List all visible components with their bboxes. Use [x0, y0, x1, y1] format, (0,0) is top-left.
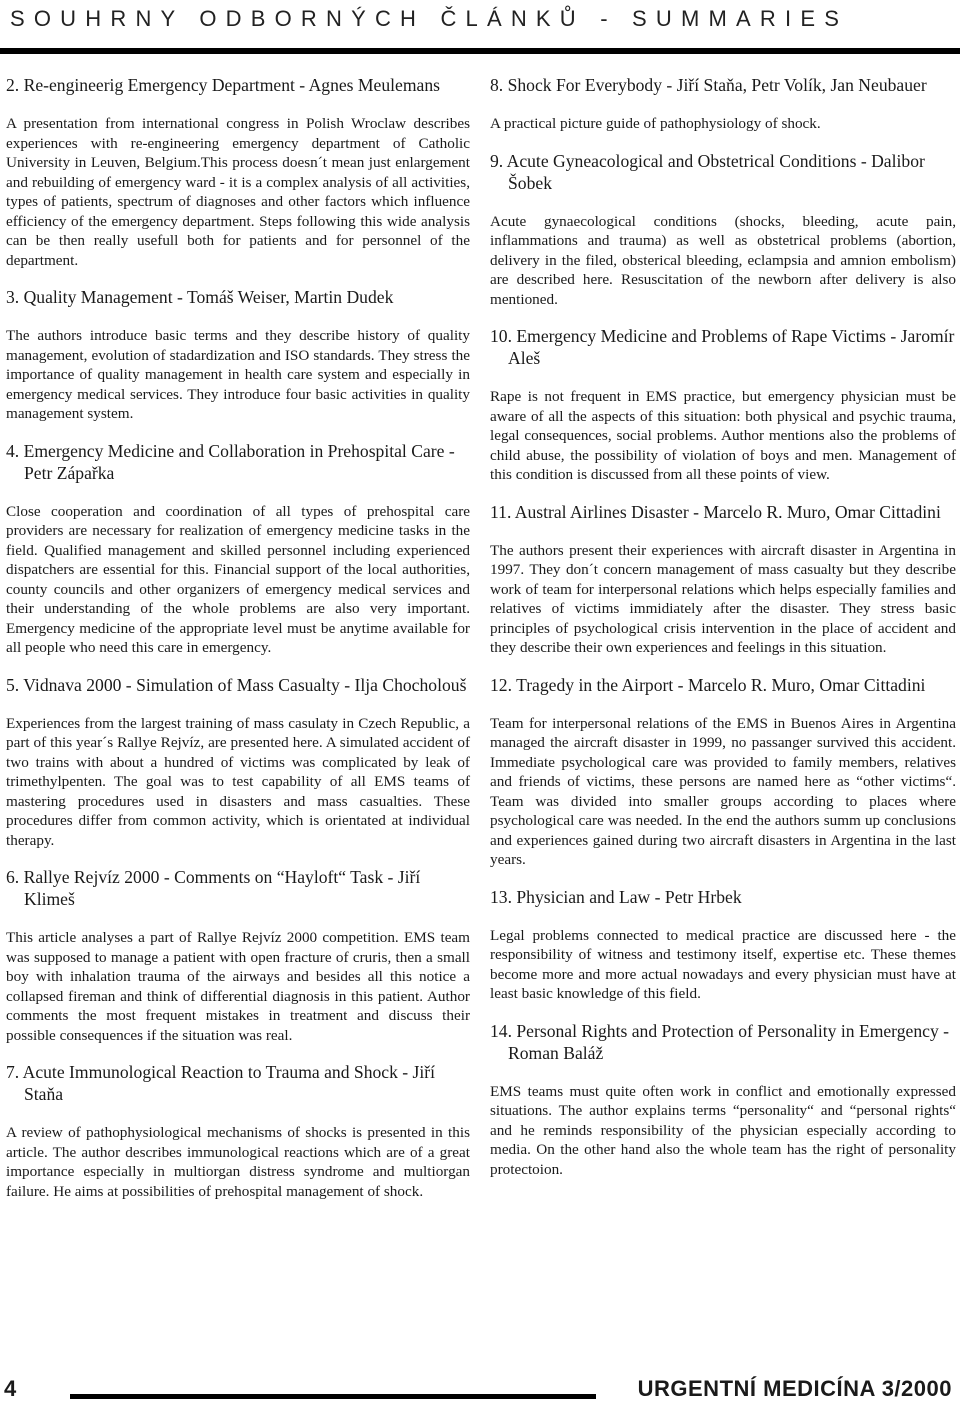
article-title: 8. Shock For Everybody - Jiří Staňa, Petr Volík, Jan Neubauer: [490, 75, 927, 95]
article: [490, 674, 956, 870]
article: [6, 74, 470, 270]
article-title: 4. Emergency Medicine and Collaboration in Prehospital Care - Petr Zápařka: [6, 440, 455, 483]
article-body: EMS teams must quite often work in conflict and emotionally expressed situations. The author explains terms “personality“ and “personal rights“ and he reminds responsibility of the physician especially according to media. On the other hand also the whole team has the right of personality protectoion.: [490, 1082, 956, 1178]
article: [490, 886, 956, 1004]
header-rule: [0, 48, 960, 54]
article-title: 6. Rallye Rejvíz 2000 - Comments on “Hayloft“ Task - Jiří Klimeš: [6, 867, 421, 909]
article: [490, 150, 956, 310]
article-body: A presentation from international congress in Polish Wroclaw describes experiences with re-engineering emergency department of Catholic University in Leuven, Belgium.This process doesn´t mean just enlargement and rebuilding of emergency ward - it is a complex analysis of all activities, types of patients, spectrum of diagnoses and other factors which influence efficiency of the emergency department. Steps following this wide analysis can be then really usefull both for patients and for personnel of the department.: [6, 115, 470, 269]
article-body: Rape is not frequent in EMS practice, but emergency physician must be aware of all the aspects of this situation: both physical and psychic trauma, legal consequences, social problems. Author mentions also the problems of child abuse, the possibility of violation of boys and men. Management of this condition is discussed from all these points of view.: [490, 388, 956, 483]
article: [490, 1020, 956, 1180]
article-title: 3. Quality Management - Tomáš Weiser, Martin Dudek: [6, 287, 394, 307]
article: [490, 325, 956, 485]
footer-rule: [70, 1394, 596, 1399]
article-body: Team for interpersonal relations of the EMS in Buenos Aires in Argentina managed the aircraft disaster in 1999, no passanger survived this accident. Immediate psychological care was provided to family members, relatives and friends of victims, these persons are named here as “other victims“. Team was divided into smaller groups according to places where psychological care was needed. In the end the authors summ up conclusions and experiences gained during two aircraft disasters in Argentina in the last years.: [490, 714, 956, 868]
article: [6, 286, 470, 424]
article-body: A practical picture guide of pathophysiology of shock.: [490, 115, 821, 132]
article: [490, 74, 956, 134]
journal-title: URGENTNÍ MEDICÍNA 3/2000: [637, 1376, 952, 1401]
article-title: 13. Physician and Law - Petr Hrbek: [490, 886, 742, 907]
page-number: 4: [4, 1376, 17, 1401]
article-title: 14. Personal Rights and Protection of Personality in Emergency - Roman Baláž: [490, 1020, 949, 1063]
article-body: Acute gynaecological conditions (shocks, bleeding, acute pain, inflammations and trauma) as well as obstetrical problems (abortion, delivery in the filed, obsterical bleeding, eclampsia and amnion embolism) are described here. Resuscitation of the newborn after delivery is also mentioned.: [490, 212, 956, 308]
article-body: Experiences from the largest training of mass casulaty in Czech Republic, a part of this year´s Rallye Rejvíz, are presented here. A simulated accident of two trains with about a hundred of victims was complicated by leak of trimethylpenten. The goal was to test capability of all EMS teams of mastering procedures used in disasters and mass casualties. These procedures differ from common activity, which is orientated at individual therapy.: [6, 714, 470, 849]
running-header: SOUHRNY ODBORNÝCH ČLÁNKŮ - SUMMARIES: [10, 6, 849, 31]
article-title: 12. Tragedy in the Airport - Marcelo R. Muro, Omar Cittadini: [490, 674, 926, 695]
article-body: This article analyses a part of Rallye Rejvíz 2000 competition. EMS team was supposed to manage a patient with open fracture of cruris, then a small boy with inhalation trauma of the airways and besides all this notice a collapsed fireman and think of differential diagnosis in this patient. Author comments the most frequent mistakes in treatment and discuss their possible consequences if the situation was real.: [6, 929, 470, 1044]
article: [6, 440, 470, 658]
left-column: [6, 74, 470, 1217]
article-body: A review of pathophysiological mechanisms of shocks is presented in this article. The author describes immunological reactions which are of a great importance especially in multiorgan distress syndrome and multiorgan failure. He aims at possibilities of prehospital management of shock.: [6, 1124, 470, 1200]
article-title: 10. Emergency Medicine and Problems of Rape Victims - Jaromír Aleš: [490, 326, 955, 368]
article-title: 11. Austral Airlines Disaster - Marcelo R. Muro, Omar Cittadini: [490, 501, 941, 522]
article: [6, 1061, 470, 1201]
article-body: Close cooperation and coordination of all types of prehospital care providers are necessary for realization of emergency medicine tasks in the field. Qualified management and skilled personnel including experienced dispatchers are essential for this. Financial support of the local authorities, county councils and other organizers of emergency medical services and their understanding of the whole problems are also very important. Emergency medicine of the appropriate level must be anytime available for all people who need this care in emergency.: [6, 502, 470, 656]
article: [6, 674, 470, 851]
article: [490, 501, 956, 658]
article-title: 2. Re-engineerig Emergency Department - Agnes Meulemans: [6, 75, 441, 95]
article-title: 9. Acute Gyneacological and Obstetrical Conditions - Dalibor Šobek: [490, 150, 925, 193]
article: [6, 866, 470, 1045]
article-body: Legal problems connected to medical practice are discussed here - the responsibility of witness and testimony itself, expertise etc. These themes become more and more actual nowadays and every physician must have at least basic knowledge of this field.: [490, 926, 956, 1002]
article-title: 7. Acute Immunological Reaction to Trauma and Shock - Jiří Staňa: [6, 1062, 436, 1104]
right-column: [490, 74, 956, 1195]
article-title: 5. Vidnava 2000 - Simulation of Mass Casualty - Ilja Chocholouš: [6, 674, 467, 695]
article-body: The authors present their experiences with aircraft disaster in Argentina in 1997. They don´t concern management of mass casualty but they describe work of team for interpersonal relations which helps especially families and relatives of victims immidiately after the disaster. They stress basic principles of psychological crisis intervention in the place of accident and they describe their own experiences and feelings in this situation.: [490, 541, 956, 656]
article-body: The authors introduce basic terms and they describe history of quality management, evolution of stadardization and ISO standards. They stress the importance of quality management in health care system and especially in emergency medical services. They introduce four basic activities in quality management system.: [6, 327, 470, 422]
